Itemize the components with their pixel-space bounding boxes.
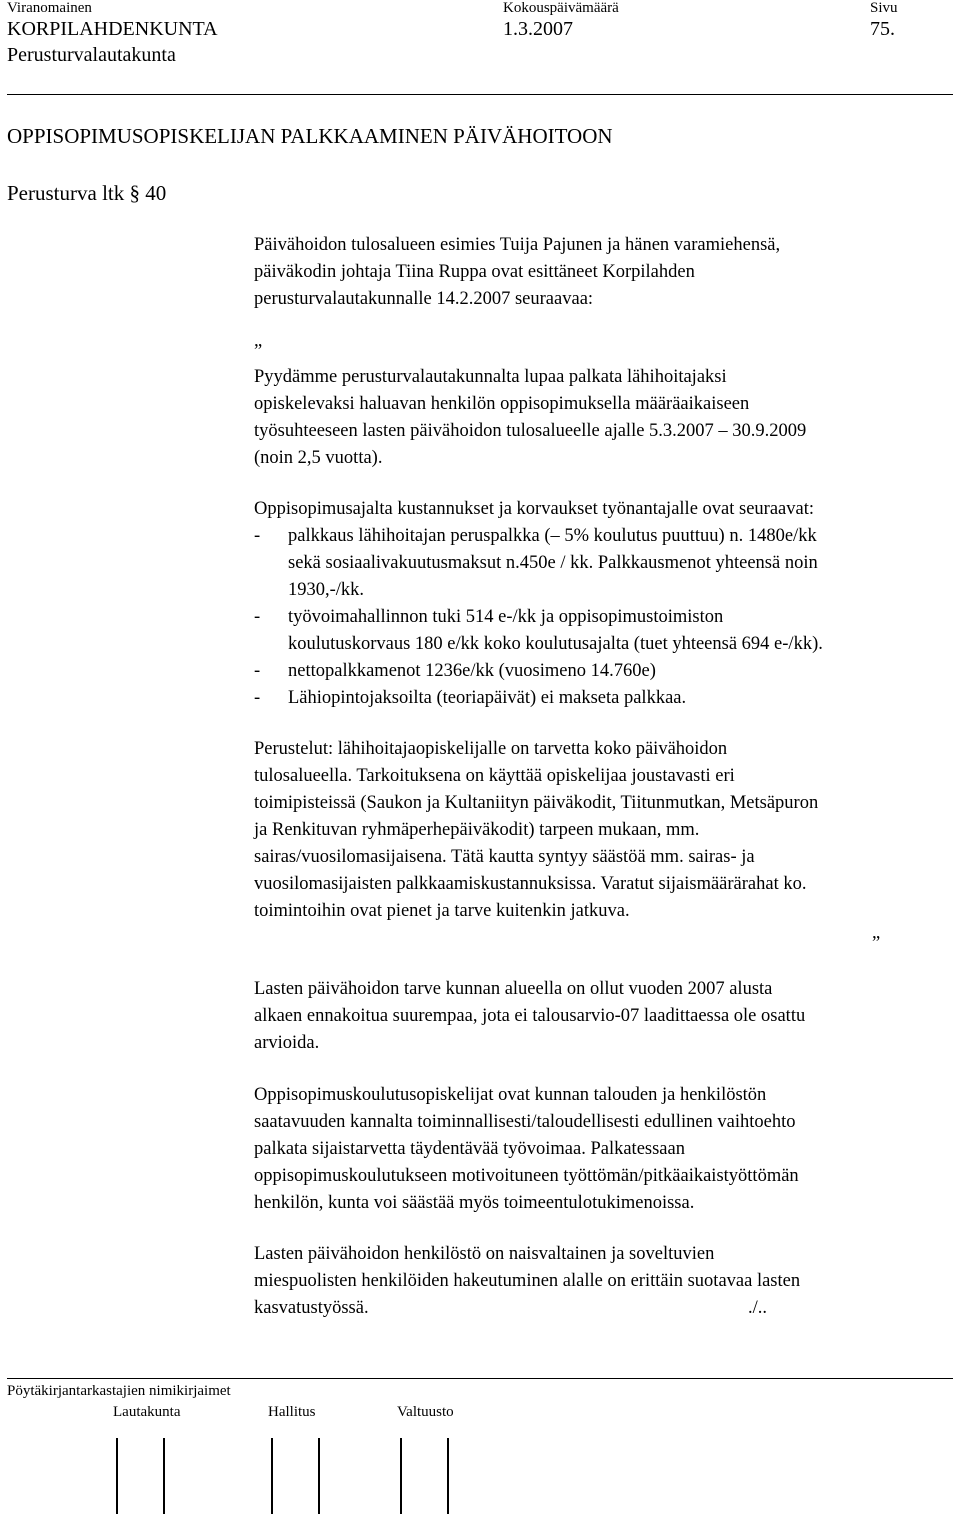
- request-line: opiskelevaksi haluavan henkilön oppisopimuksella määräaikaiseen: [254, 394, 750, 414]
- cost-item: [254, 523, 954, 550]
- request-line: Pyydämme perusturvalautakunnalta lupaa palkata lähihoitajaksi: [254, 367, 727, 387]
- footer-label: Pöytäkirjantarkastajien nimikirjaimet: [7, 1383, 231, 1399]
- cost-item-text: Lähiopintojaksoilta (teoriapäivät) ei makseta palkkaa.: [288, 688, 687, 708]
- paragraph-line: miespuolisten henkilöiden hakeutuminen alalle on erittäin suotavaa lasten: [254, 1271, 801, 1291]
- request-line: (noin 2,5 vuotta).: [254, 448, 383, 468]
- cost-item-text: työvoimahallinnon tuki 514 e-/kk ja oppisopimustoimiston: [288, 607, 724, 627]
- cost-item: [254, 658, 954, 685]
- footer-divider: [7, 1378, 953, 1379]
- footer-col-valtuusto: Valtuusto: [397, 1404, 454, 1420]
- intro-line: Päivähoidon tulosalueen esimies Tuija Pajunen ja hänen varamiehensä,: [254, 235, 781, 255]
- cost-item-continuation: [254, 631, 954, 658]
- rationale-line: ja Renkituvan ryhmäperhepäiväkodit) tarpeen mukaan, mm.: [254, 820, 700, 840]
- paragraph-line: alkaen ennakoitua suurempaa, jota ei talousarvio-07 laadittaessa ole osattu: [254, 1006, 806, 1026]
- rationale-paragraph: [254, 736, 954, 925]
- costs-intro: Oppisopimusajalta kustannukset ja korvaukset työnantajalle ovat seuraavat:: [254, 499, 814, 519]
- document-title: OPPISOPIMUSOPISKELIJAN PALKKAAMINEN PÄIVÄHOITOON: [7, 124, 613, 148]
- rationale-line: Perustelut: lähihoitajaopiskelijalle on tarvetta koko päivähoidon: [254, 739, 728, 759]
- cost-item-text: nettopalkkamenot 1236e/kk (vuosimeno 14.760e): [288, 661, 656, 681]
- intro-paragraph: [254, 232, 954, 313]
- cost-item-text: 1930,-/kk.: [288, 580, 365, 600]
- rationale-line: toimipisteissä (Saukon ja Kultaniityn päiväkodit, Tiitunmutkan, Metsäpuron: [254, 793, 819, 813]
- header-authority: KORPILAHDENKUNTA: [7, 18, 218, 40]
- staff-paragraph: [254, 1241, 954, 1322]
- cost-item: [254, 685, 954, 712]
- paragraph-last-line: [254, 1295, 954, 1322]
- rationale-line: toimintoihin ovat pienet ja tarve kuitenkin jatkuva.: [254, 901, 630, 921]
- intro-line: perusturvalautakunnalle 14.2.2007 seuraavaa:: [254, 289, 594, 309]
- signature-line: [116, 1438, 118, 1514]
- header-board: Perusturvalautakunta: [7, 44, 176, 66]
- cost-item-continuation: [254, 577, 954, 604]
- rationale-line: vuosilomasijaisten palkkaamiskustannuksissa. Varatut sijaismäärärahat ko.: [254, 874, 807, 894]
- paragraph-line: oppisopimuskoulutukseen motivoituneen työttömän/pitkäaikaistyöttömän: [254, 1166, 799, 1186]
- bullet-dash: -: [254, 688, 261, 708]
- paragraph-line: Lasten päivähoidon henkilöstö on naisvaltainen ja soveltuvien: [254, 1244, 715, 1264]
- header-date-label: Kokouspäivämäärä: [503, 0, 619, 16]
- section-reference: Perusturva ltk § 40: [7, 181, 167, 205]
- demand-paragraph: [254, 976, 954, 1057]
- paragraph-line: saatavuuden kannalta toiminnallisesti/taloudellisesti edullinen vaihtoehto: [254, 1112, 796, 1132]
- rationale-line: sairas/vuosilomasijaisena. Tätä kautta syntyy säästöä mm. sairas- ja: [254, 847, 755, 867]
- closing-quote-mark: „: [872, 923, 881, 943]
- cost-item: [254, 604, 954, 631]
- signature-line: [163, 1438, 165, 1514]
- signature-line: [318, 1438, 320, 1514]
- header-page-label: Sivu: [870, 0, 898, 16]
- header-date: 1.3.2007: [503, 18, 573, 40]
- signature-line: [271, 1438, 273, 1514]
- costs-section: [254, 496, 954, 712]
- request-paragraph: [254, 364, 954, 472]
- paragraph-line: Oppisopimuskoulutusopiskelijat ovat kunnan talouden ja henkilöstön: [254, 1085, 767, 1105]
- cost-item-text: palkkaus lähihoitajan peruspalkka (– 5% koulutus puuttuu) n. 1480e/kk: [288, 526, 817, 546]
- bullet-dash: -: [254, 607, 261, 627]
- cost-item-text: koulutuskorvaus 180 e/kk koko koulutusajalta (tuet yhteensä 694 e-/kk).: [288, 634, 823, 654]
- bullet-dash: -: [254, 526, 261, 546]
- cost-item-continuation: [254, 550, 954, 577]
- header-authority-label: Viranomainen: [7, 0, 92, 16]
- request-line: työsuhteeseen lasten päivähoidon tulosalueelle ajalle 5.3.2007 – 30.9.2009: [254, 421, 807, 441]
- cost-item-text: sekä sosiaalivakuutusmaksut n.450e / kk. Palkkausmenot yhteensä noin: [288, 553, 818, 573]
- rationale-line: tulosalueella. Tarkoituksena on käyttää opiskelijaa joustavasti eri: [254, 766, 735, 786]
- footer-col-hallitus: Hallitus: [268, 1404, 316, 1420]
- paragraph-line: palkata sijaistarvetta täydentävää työvoimaa. Palkatessaan: [254, 1139, 685, 1159]
- bullet-dash: -: [254, 661, 261, 681]
- footer-col-lautakunta: Lautakunta: [113, 1404, 181, 1420]
- paragraph-line: kasvatustyössä.: [254, 1298, 369, 1318]
- paragraph-line: arvioida.: [254, 1033, 320, 1053]
- header-page-number: 75.: [870, 18, 895, 40]
- header-divider: [7, 94, 953, 95]
- opening-quote-mark: „: [254, 331, 263, 351]
- apprenticeship-paragraph: [254, 1082, 954, 1217]
- continuation-mark: ./..: [748, 1298, 768, 1318]
- paragraph-line: henkilön, kunta voi säästää myös toimeentulotukimenoissa.: [254, 1193, 695, 1213]
- signature-line: [447, 1438, 449, 1514]
- intro-line: päiväkodin johtaja Tiina Ruppa ovat esittäneet Korpilahden: [254, 262, 695, 282]
- signature-line: [400, 1438, 402, 1514]
- paragraph-line: Lasten päivähoidon tarve kunnan alueella on ollut vuoden 2007 alusta: [254, 979, 773, 999]
